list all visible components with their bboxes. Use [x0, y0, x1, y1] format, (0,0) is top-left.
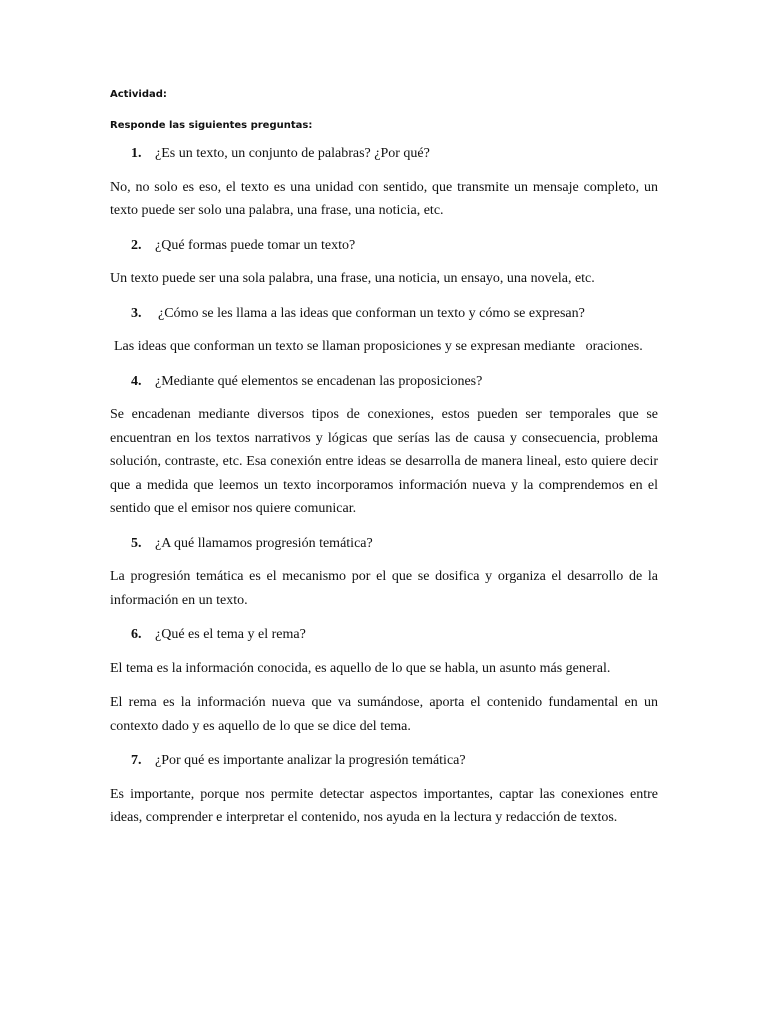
question-number: 2. — [131, 237, 142, 253]
question-2 — [110, 234, 658, 258]
question-number: 1. — [131, 146, 142, 161]
answer-1: No, no solo es eso, el texto es una unidad con sentido, que transmite un mensaje completo, un texto puede ser solo una palabra, una frase, una noticia, etc. — [110, 179, 658, 218]
question-5 — [110, 532, 658, 556]
question-list — [110, 142, 658, 830]
question-number: 5. — [131, 535, 142, 551]
question-7 — [110, 749, 658, 773]
answer-6a: El tema es la información conocida, es aquello de lo que se habla, un asunto más general. — [110, 660, 611, 676]
answer-4: Se encadenan mediante diversos tipos de conexiones, estos pueden ser temporales que se encuentran en los textos narrativos y lógicas que serías las de causa y consecuencia, problema solución, contraste, etc. Esa conexión entre ideas se desarrolla de manera lineal, esto quiere decir que a medida que leemos un texto incorporamos información nueva y la comprendemos en el sentido que el emisor nos quiere comunicar. — [110, 407, 658, 516]
question-text: ¿Cómo se les llama a las ideas que conforman un texto y cómo se expresan? — [158, 305, 585, 321]
question-text: ¿Qué formas puede tomar un texto? — [155, 237, 356, 253]
activity-heading: Actividad: — [110, 89, 167, 100]
question-number: 3. — [131, 305, 142, 321]
answer-6b: El rema es la información nueva que va sumándose, aporta el contenido fundamental en un contexto dado y es aquello de lo que se dice del tema. — [110, 695, 658, 734]
question-4 — [110, 370, 658, 394]
instructions-heading: Responde las siguientes preguntas: — [110, 120, 313, 131]
answer-3: Las ideas que conforman un texto se llaman proposiciones y se expresan mediante oraciones. — [114, 339, 643, 354]
question-text: ¿Por qué es importante analizar la progresión temática? — [155, 753, 466, 768]
question-number: 7. — [131, 753, 142, 768]
question-text: ¿Qué es el tema y el rema? — [155, 627, 306, 642]
answer-2: Un texto puede ser una sola palabra, una frase, una noticia, un ensayo, una novela, etc. — [110, 271, 595, 286]
answer-5: La progresión temática es el mecanismo por el que se dosifica y organiza el desarrollo de la información en un texto. — [110, 569, 658, 608]
question-6 — [110, 623, 658, 647]
answer-7: Es importante, porque nos permite detectar aspectos importantes, captar las conexiones entre ideas, comprender e interpretar el contenido, nos ayuda en la lectura y redacción de textos. — [110, 786, 658, 825]
question-3 — [110, 302, 658, 326]
question-number: 6. — [131, 627, 142, 642]
question-text: ¿Es un texto, un conjunto de palabras? ¿Por qué? — [155, 146, 430, 161]
question-text: ¿A qué llamamos progresión temática? — [155, 535, 373, 551]
question-1 — [110, 142, 658, 166]
question-number: 4. — [131, 373, 142, 389]
question-text: ¿Mediante qué elementos se encadenan las proposiciones? — [155, 373, 483, 389]
